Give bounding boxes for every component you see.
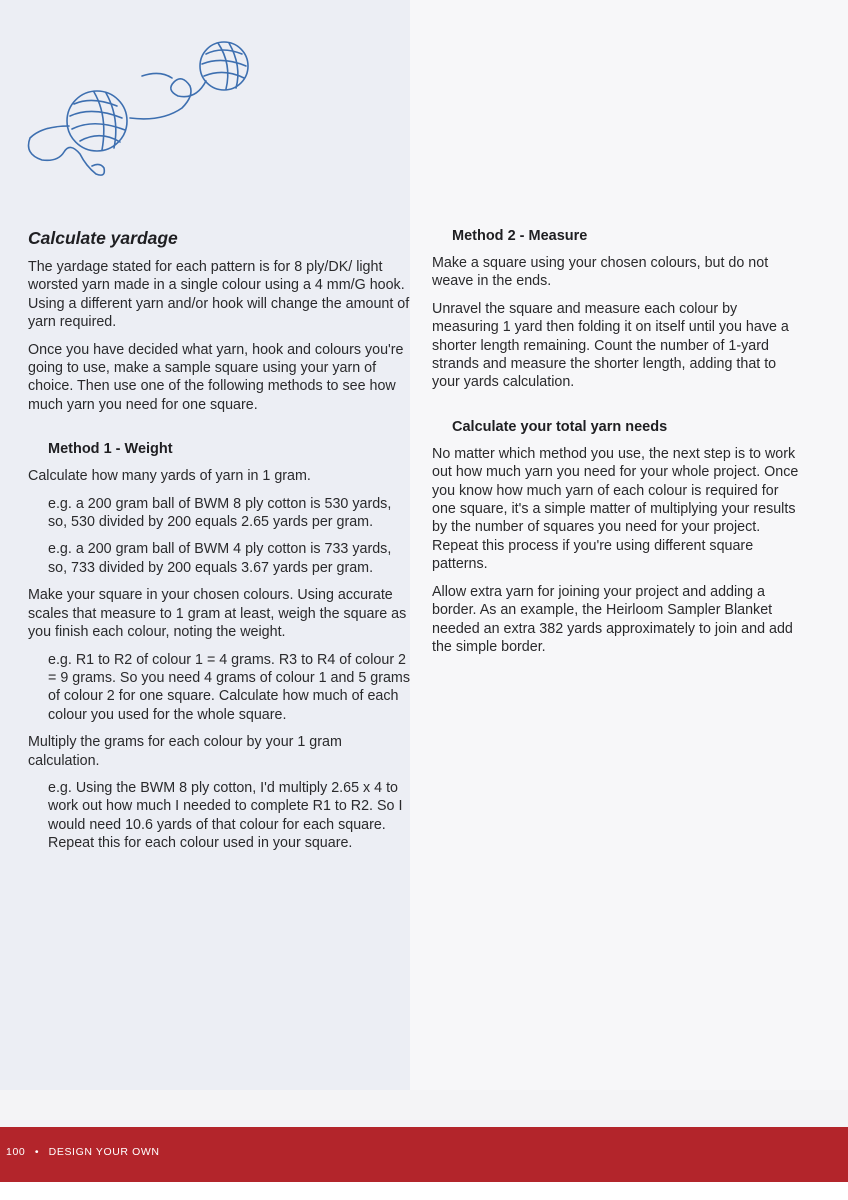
- footer: [6, 1146, 166, 1158]
- method1-instruction: Make your square in your chosen colours. Using accurate scales that measure to 1 gram at least, weigh the square as you finish each colour, noting the weight.: [28, 587, 407, 641]
- total-yarn-paragraph: Allow extra yarn for joining your project and adding a border. As an example, the Heirloom Sampler Blanket needed an extra 382 yards approximately to join and add the simple border.: [432, 583, 793, 655]
- section-title-calculate-yardage: Calculate yardage: [28, 228, 178, 248]
- method1-heading: Method 1 - Weight: [48, 441, 173, 458]
- footer-section-title: DESIGN YOUR OWN: [48, 1146, 160, 1158]
- yarn-ball-icon: [130, 42, 248, 119]
- page-number: 100: [6, 1146, 26, 1158]
- method1-instruction: Calculate how many yards of yarn in 1 gram.: [28, 468, 311, 485]
- left-column: [28, 228, 410, 862]
- intro-paragraph: The yardage stated for each pattern is for 8 ply/DK/ light worsted yarn made in a single colour using a 4 mm/G hook. Using a different yarn and/or hook will change the amount of yarn required.: [28, 259, 410, 331]
- yarn-ball-icon: [29, 91, 128, 175]
- method1-example: e.g. Using the BWM 8 ply cotton, I'd multiply 2.65 x 4 to work out how much I needed to complete R1 to R2. So I would need 10.6 yards of that colour for each square. Repeat this for each colour used in your square.: [48, 779, 403, 852]
- method2-paragraph: Make a square using your chosen colours, but do not weave in the ends.: [432, 255, 769, 290]
- method2-heading: Method 2 - Measure: [452, 228, 588, 244]
- total-yarn-paragraph: No matter which method you use, the next step is to work out how much yarn you need for your whole project. Once you know how much yarn of each colour is required for one square, it's a simple matter of multiplying your results by the number of squares you need for your project. Repeat this process if you're using different square patterns.: [432, 445, 799, 573]
- method2-paragraph: Unravel the square and measure each colour by measuring 1 yard then folding it on itself until you have a shorter length remaining. Count the number of 1-yard strands and measure the shorter length, adding that to your yards calculation.: [432, 300, 789, 391]
- intro-paragraph: Once you have decided what yarn, hook and colours you're going to use, make a sample square using your yarn of choice. Then use one of the following methods to see how much yarn you need for one square.: [28, 341, 404, 413]
- total-yarn-heading: Calculate your total yarn needs: [452, 418, 668, 435]
- page-bottom-margin: [0, 1182, 848, 1200]
- yarn-illustration: [22, 26, 272, 186]
- method1-instruction: Multiply the grams for each colour by your 1 gram calculation.: [28, 734, 342, 769]
- right-column: [432, 228, 802, 665]
- method1-example: e.g. R1 to R2 of colour 1 = 4 grams. R3 to R4 of colour 2 = 9 grams. So you need 4 grams of colour 1 and 5 grams of colour 2 for one square. Calculate how much of each colour you used for the whole square.: [48, 651, 410, 723]
- method1-example: e.g. a 200 gram ball of BWM 4 ply cotton is 733 yards, so, 733 divided by 200 equals 3.67 yards per gram.: [48, 541, 392, 576]
- method1-example: e.g. a 200 gram ball of BWM 8 ply cotton is 530 yards, so, 530 divided by 200 equals 2.65 yards per gram.: [48, 495, 392, 531]
- footer-separator: •: [34, 1146, 40, 1158]
